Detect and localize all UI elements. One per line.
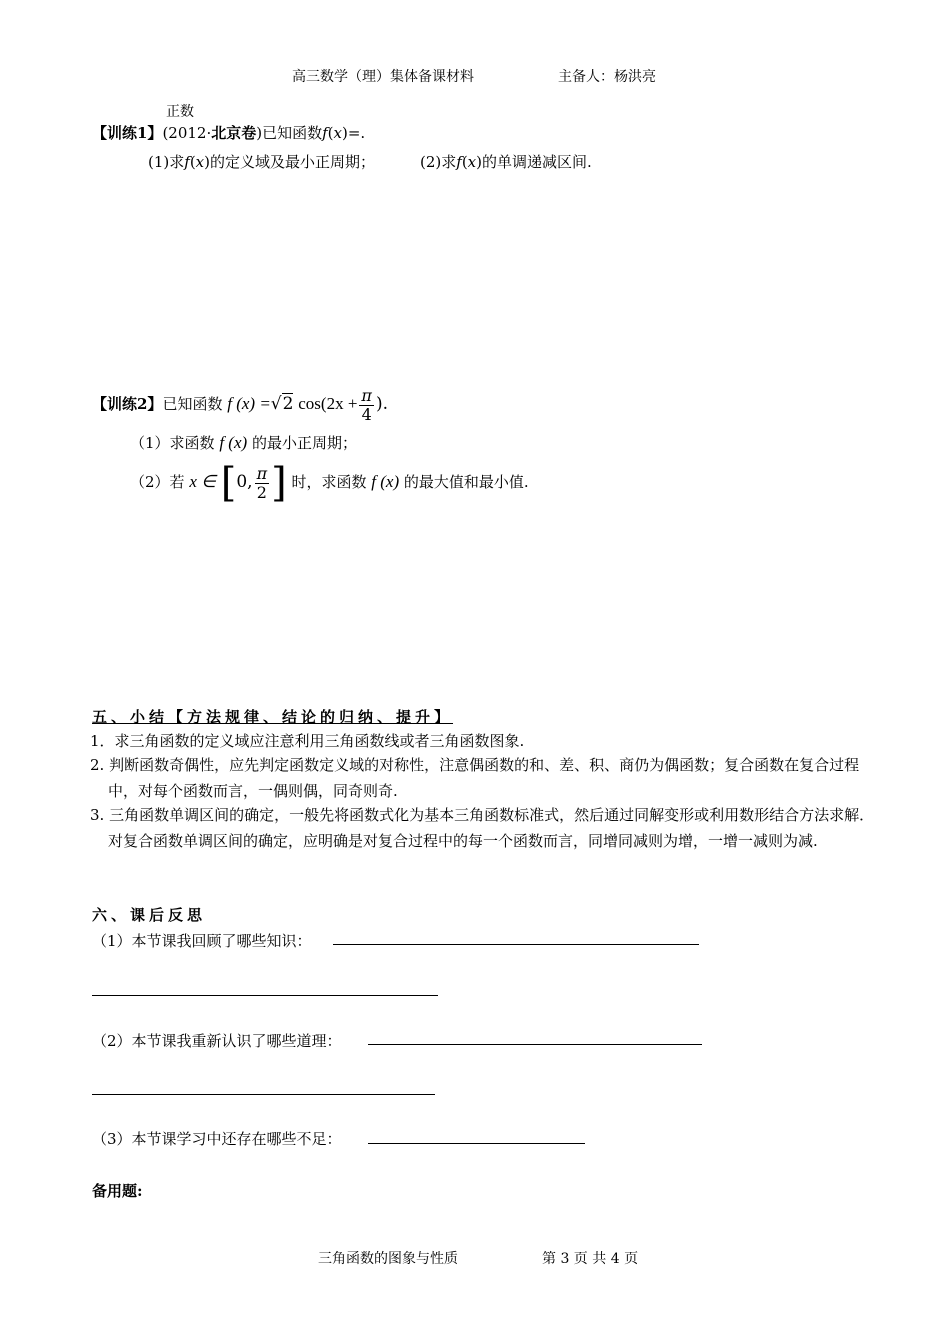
exercise-1-tag: 【训练1】 bbox=[92, 124, 163, 142]
pi-over-2 bbox=[255, 465, 270, 502]
sqrt-value: 2 bbox=[282, 394, 294, 414]
exercise-2-func: f (x) = bbox=[227, 394, 271, 413]
exercise-2-tag: 【训练2】 bbox=[92, 395, 163, 413]
header-author: 主备人：杨洪亮 bbox=[558, 69, 656, 85]
summary-item-1: 1．求三角函数的定义域应注意利用三角函数线或者三角函数图象. bbox=[90, 732, 525, 750]
left-bracket: [ bbox=[220, 460, 237, 506]
ex2-q2-func: f (x) bbox=[371, 472, 400, 491]
exercise-2-intro: 已知函数 bbox=[162, 395, 223, 413]
exercise-1-text-a: )已知函数 bbox=[256, 124, 323, 142]
sqrt-symbol: √2 bbox=[270, 394, 294, 414]
ex2-q1-text: 的最小正周期； bbox=[251, 434, 357, 452]
summary-title: 五、小结【方法规律、结论的归纳、提升】 bbox=[92, 708, 454, 726]
exercise-2-q1 bbox=[130, 432, 357, 453]
exercise-2-q2 bbox=[130, 458, 529, 506]
exercise-2-cos: cos(2x + bbox=[298, 394, 358, 413]
q2-prefix: (2)求 bbox=[420, 153, 457, 171]
q2-f: f bbox=[456, 153, 462, 171]
footer-title: 三角函数的图象与性质 bbox=[318, 1251, 458, 1267]
two-den: 2 bbox=[256, 482, 267, 502]
exercise-1: 【训练1】(2012·北京卷)已知函数f(x)=. bbox=[92, 124, 366, 142]
reflection-q1-answer-line[interactable] bbox=[333, 944, 699, 945]
four-den: 4 bbox=[361, 404, 372, 424]
header-title: 高三数学（理）集体备课材料 bbox=[292, 69, 474, 85]
reflection-q2-answer-line-2[interactable] bbox=[92, 1094, 435, 1095]
exercise-1-q1: (1)求f(x)的定义域及最小正周期； bbox=[148, 153, 376, 171]
q1-prefix: (1)求 bbox=[148, 153, 185, 171]
reflection-q1: （1）本节课我回顾了哪些知识： bbox=[92, 932, 312, 950]
ex2-q2-text: 时，求函数 bbox=[291, 473, 367, 491]
exercise-1-x: x bbox=[333, 124, 342, 142]
pi-over-4 bbox=[359, 387, 374, 424]
reflection-q2: （2）本节课我重新认识了哪些道理： bbox=[92, 1032, 342, 1050]
ex2-q2-prefix: （2）若 bbox=[130, 473, 185, 491]
exercise-1-q2: (2)求f(x)的单调递减区间. bbox=[420, 153, 592, 171]
summary-item-3: 3. 三角函数单调区间的确定，一般先将函数式化为基本三角函数标准式，然后通过同解变形或利用数形结合方法求解．对复合函数单调区间的确定，应明确是对复合过程中的每一个函数而言，同增同减则为增，一增一减则为减. bbox=[90, 806, 875, 850]
exercise-1-prefix: (2012· bbox=[162, 124, 212, 142]
q2-x: x bbox=[467, 153, 477, 171]
ex2-q2-text-end: 的最大值和最小值. bbox=[403, 473, 529, 491]
right-bracket: ] bbox=[271, 460, 287, 506]
reflection-q2-answer-line[interactable] bbox=[368, 1044, 702, 1045]
ex2-q1-prefix: （1）求函数 bbox=[130, 434, 215, 452]
reflection-q3-answer-line[interactable] bbox=[368, 1143, 585, 1144]
ex2-q1-func: f (x) bbox=[219, 433, 248, 452]
summary-item-2: 2. 判断函数奇偶性，应先判定函数定义域的对称性，注意偶函数的和、差、积、商仍为偶函数；复合函数在复合过程中，对每个函数而言，一偶则偶，同奇则奇. bbox=[90, 756, 860, 800]
exercise-1-text-b: =. bbox=[347, 124, 366, 142]
reflection-q1-answer-line-2[interactable] bbox=[92, 995, 438, 996]
reflection-title: 六、课后反思 bbox=[92, 906, 207, 924]
exercise-1-f: f bbox=[322, 124, 328, 142]
q1-f: f bbox=[184, 153, 190, 171]
footer-page: 第 3 页 共 4 页 bbox=[542, 1251, 639, 1267]
pi-num-2: π bbox=[256, 463, 268, 483]
reflection-q3: （3）本节课学习中还存在哪些不足： bbox=[92, 1130, 342, 1148]
stray-text: 正数 bbox=[166, 104, 194, 120]
interval-zero: 0, bbox=[236, 472, 253, 492]
backup-label: 备用题: bbox=[92, 1182, 143, 1200]
ex2-q2-x: x ∈ bbox=[189, 472, 216, 491]
q1-x: x bbox=[195, 153, 205, 171]
pi-num: π bbox=[361, 385, 372, 405]
q1-text: 的定义域及最小正周期； bbox=[210, 153, 376, 171]
exercise-2 bbox=[92, 384, 388, 424]
exercise-2-close: ). bbox=[375, 394, 388, 414]
exercise-1-source: 北京卷 bbox=[211, 124, 257, 142]
q2-text: 的单调递减区间. bbox=[482, 153, 592, 171]
